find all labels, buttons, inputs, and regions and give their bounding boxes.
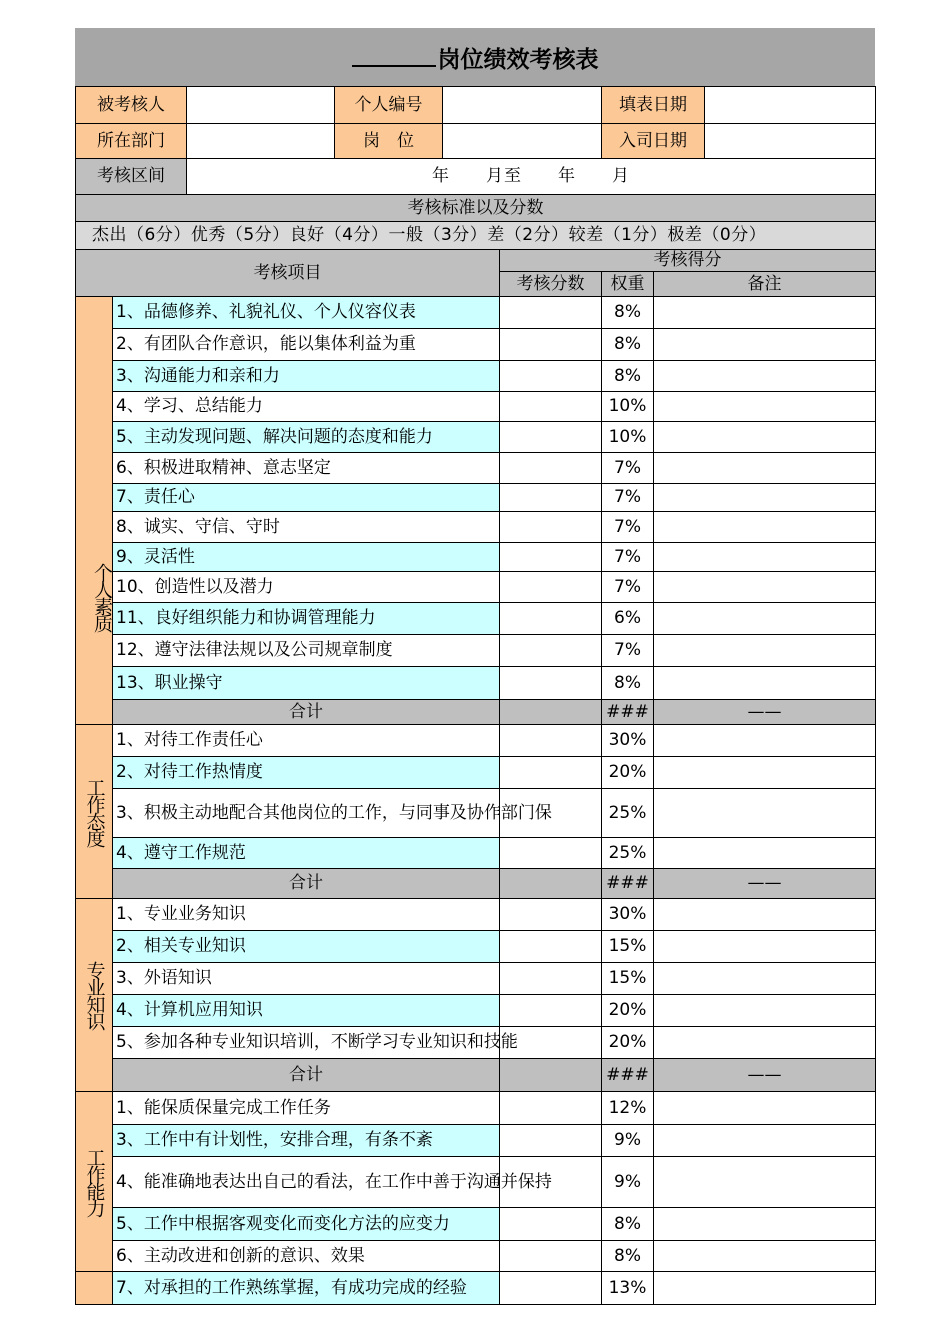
score-cell[interactable] [500, 453, 602, 484]
list-item: 3、工作中有计划性，安排合理，有条不紊 [113, 1125, 500, 1157]
remark-cell[interactable] [654, 453, 876, 484]
fill-date-field[interactable] [705, 87, 876, 124]
list-item: 4、计算机应用知识 [113, 995, 500, 1027]
list-item: 7、对承担的工作熟练掌握，有成功完成的经验 [113, 1272, 500, 1305]
subtotal-score [500, 700, 602, 725]
score-cell[interactable] [500, 757, 602, 789]
category-personal-quality: 个人素质 [76, 297, 113, 725]
remark-cell[interactable] [654, 757, 876, 789]
weight-cell: 7% [602, 543, 654, 572]
subtotal-value: ### [602, 869, 654, 899]
list-item: 2、相关专业知识 [113, 931, 500, 963]
subtotal-score [500, 1059, 602, 1092]
fill-date-label: 填表日期 [602, 87, 705, 124]
score-cell[interactable] [500, 1092, 602, 1125]
remark-cell[interactable] [654, 484, 876, 512]
score-column-header: 考核分数 [500, 272, 602, 297]
weight-cell: 7% [602, 512, 654, 543]
score-cell[interactable] [500, 603, 602, 635]
dept-field[interactable] [187, 124, 335, 159]
score-scale: 杰出（6分）优秀（5分）良好（4分）一般（3分）差（2分）较差（1分）极差（0分） [76, 222, 876, 250]
employee-no-field[interactable] [443, 87, 602, 124]
list-item: 2、有团队合作意识，能以集体利益为重 [113, 329, 500, 361]
weight-cell: 8% [602, 667, 654, 700]
list-item: 1、对待工作责任心 [113, 725, 500, 757]
list-item: 4、遵守工作规范 [113, 838, 500, 869]
dept-label: 所在部门 [76, 124, 187, 159]
list-item: 1、专业业务知识 [113, 899, 500, 931]
form-title [75, 28, 875, 86]
remark-cell[interactable] [654, 392, 876, 422]
list-item: 5、工作中根据客观变化而变化方法的应变力 [113, 1208, 500, 1241]
weight-cell: 20% [602, 995, 654, 1027]
weight-cell: 25% [602, 838, 654, 869]
score-cell[interactable] [500, 995, 602, 1027]
remark-cell[interactable] [654, 329, 876, 361]
subtotal-value: ### [602, 700, 654, 725]
weight-cell: 8% [602, 297, 654, 329]
remark-column-header: 备注 [654, 272, 876, 297]
position-label: 岗 位 [335, 124, 443, 159]
list-item: 3、积极主动地配合其他岗位的工作，与同事及协作部门保 [113, 789, 500, 838]
category-work-ability: 工作能力 [76, 1092, 113, 1272]
remark-cell[interactable] [654, 1125, 876, 1157]
list-item: 7、责任心 [113, 484, 500, 512]
score-cell[interactable] [500, 484, 602, 512]
weight-cell: 25% [602, 789, 654, 838]
weight-cell: 10% [602, 422, 654, 453]
score-cell[interactable] [500, 635, 602, 667]
list-item: 13、职业操守 [113, 667, 500, 700]
weight-cell: 15% [602, 931, 654, 963]
join-date-field[interactable] [705, 124, 876, 159]
category-professional-knowledge: 专业知识 [76, 899, 113, 1092]
remark-cell[interactable] [654, 1027, 876, 1059]
list-item: 1、能保质保量完成工作任务 [113, 1092, 500, 1125]
weight-cell: 6% [602, 603, 654, 635]
list-item: 2、对待工作热情度 [113, 757, 500, 789]
score-cell[interactable] [500, 1125, 602, 1157]
weight-cell: 9% [602, 1125, 654, 1157]
remark-cell[interactable] [654, 725, 876, 757]
category-continuation [76, 1272, 113, 1305]
remark-cell[interactable] [654, 963, 876, 995]
score-cell[interactable] [500, 297, 602, 329]
remark-cell[interactable] [654, 931, 876, 963]
weight-cell: 8% [602, 1208, 654, 1241]
list-item: 4、学习、总结能力 [113, 392, 500, 422]
remark-cell[interactable] [654, 572, 876, 603]
remark-cell[interactable] [654, 1272, 876, 1305]
score-cell[interactable] [500, 1272, 602, 1305]
standard-header: 考核标准以及分数 [76, 195, 876, 222]
weight-cell: 13% [602, 1272, 654, 1305]
list-item: 3、外语知识 [113, 963, 500, 995]
list-item: 10、创造性以及潜力 [113, 572, 500, 603]
remark-cell[interactable] [654, 995, 876, 1027]
weight-cell: 15% [602, 963, 654, 995]
weight-cell: 20% [602, 757, 654, 789]
position-field[interactable] [443, 124, 602, 159]
remark-cell[interactable] [654, 1241, 876, 1272]
remark-cell[interactable] [654, 899, 876, 931]
weight-cell: 7% [602, 635, 654, 667]
subtotal-remark: —— [654, 700, 876, 725]
employee-no-label: 个人编号 [335, 87, 443, 124]
list-item: 9、灵活性 [113, 543, 500, 572]
weight-cell: 10% [602, 392, 654, 422]
weight-cell: 8% [602, 361, 654, 392]
weight-cell: 20% [602, 1027, 654, 1059]
list-item: 6、积极进取精神、意志坚定 [113, 453, 500, 484]
form-title-text: 岗位绩效考核表 [437, 46, 599, 73]
score-cell[interactable] [500, 1241, 602, 1272]
remark-cell[interactable] [654, 789, 876, 838]
score-cell[interactable] [500, 963, 602, 995]
remark-cell[interactable] [654, 635, 876, 667]
remark-cell[interactable] [654, 1092, 876, 1125]
weight-cell: 30% [602, 725, 654, 757]
title-blank-line[interactable] [352, 47, 436, 67]
remark-cell[interactable] [654, 1208, 876, 1241]
list-item: 3、沟通能力和亲和力 [113, 361, 500, 392]
list-item: 1、品德修养、礼貌礼仪、个人仪容仪表 [113, 297, 500, 329]
weight-column-header: 权重 [602, 272, 654, 297]
score-cell[interactable] [500, 329, 602, 361]
remark-cell[interactable] [654, 512, 876, 543]
subtotal-score [500, 869, 602, 899]
list-item: 5、参加各种专业知识培训，不断学习专业知识和技能 [113, 1027, 500, 1059]
subtotal-label: 合计 [113, 700, 500, 725]
subtotal-remark: —— [654, 869, 876, 899]
score-cell[interactable] [500, 392, 602, 422]
remark-cell[interactable] [654, 543, 876, 572]
remark-cell[interactable] [654, 297, 876, 329]
subtotal-label: 合计 [113, 1059, 500, 1092]
remark-cell[interactable] [654, 667, 876, 700]
list-item: 5、主动发现问题、解决问题的态度和能力 [113, 422, 500, 453]
list-item: 8、诚实、守信、守时 [113, 512, 500, 543]
weight-cell: 8% [602, 1241, 654, 1272]
remark-cell[interactable] [654, 1157, 876, 1208]
weight-cell: 7% [602, 453, 654, 484]
item-column-header: 考核项目 [76, 250, 500, 297]
subtotal-label: 合计 [113, 869, 500, 899]
score-cell[interactable] [500, 422, 602, 453]
examinee-field[interactable] [187, 87, 335, 124]
category-work-attitude: 工作态度 [76, 725, 113, 899]
score-cell[interactable] [500, 1208, 602, 1241]
score-cell[interactable] [500, 572, 602, 603]
weight-cell: 9% [602, 1157, 654, 1208]
remark-cell[interactable] [654, 361, 876, 392]
examinee-label: 被考核人 [76, 87, 187, 124]
weight-cell: 7% [602, 572, 654, 603]
list-item: 6、主动改进和创新的意识、效果 [113, 1241, 500, 1272]
score-cell[interactable] [500, 667, 602, 700]
appraisal-table [75, 86, 876, 1305]
join-date-label: 入司日期 [602, 124, 705, 159]
score-cell[interactable] [500, 931, 602, 963]
weight-cell: 7% [602, 484, 654, 512]
score-cell[interactable] [500, 899, 602, 931]
list-item: 11、良好组织能力和协调管理能力 [113, 603, 500, 635]
score-cell[interactable] [500, 361, 602, 392]
score-cell[interactable] [500, 512, 602, 543]
remark-cell[interactable] [654, 838, 876, 869]
weight-cell: 8% [602, 329, 654, 361]
list-item: 12、遵守法律法规以及公司规章制度 [113, 635, 500, 667]
remark-cell[interactable] [654, 422, 876, 453]
score-cell[interactable] [500, 838, 602, 869]
weight-cell: 30% [602, 899, 654, 931]
subtotal-remark: —— [654, 1059, 876, 1092]
list-item: 4、能准确地表达出自己的看法，在工作中善于沟通并保持 [113, 1157, 500, 1208]
weight-cell: 12% [602, 1092, 654, 1125]
period-label: 考核区间 [76, 159, 187, 195]
period-field[interactable]: 年 月至 年 月 [187, 159, 876, 195]
subtotal-value: ### [602, 1059, 654, 1092]
score-cell[interactable] [500, 725, 602, 757]
remark-cell[interactable] [654, 603, 876, 635]
score-group-header: 考核得分 [500, 250, 876, 272]
score-cell[interactable] [500, 543, 602, 572]
